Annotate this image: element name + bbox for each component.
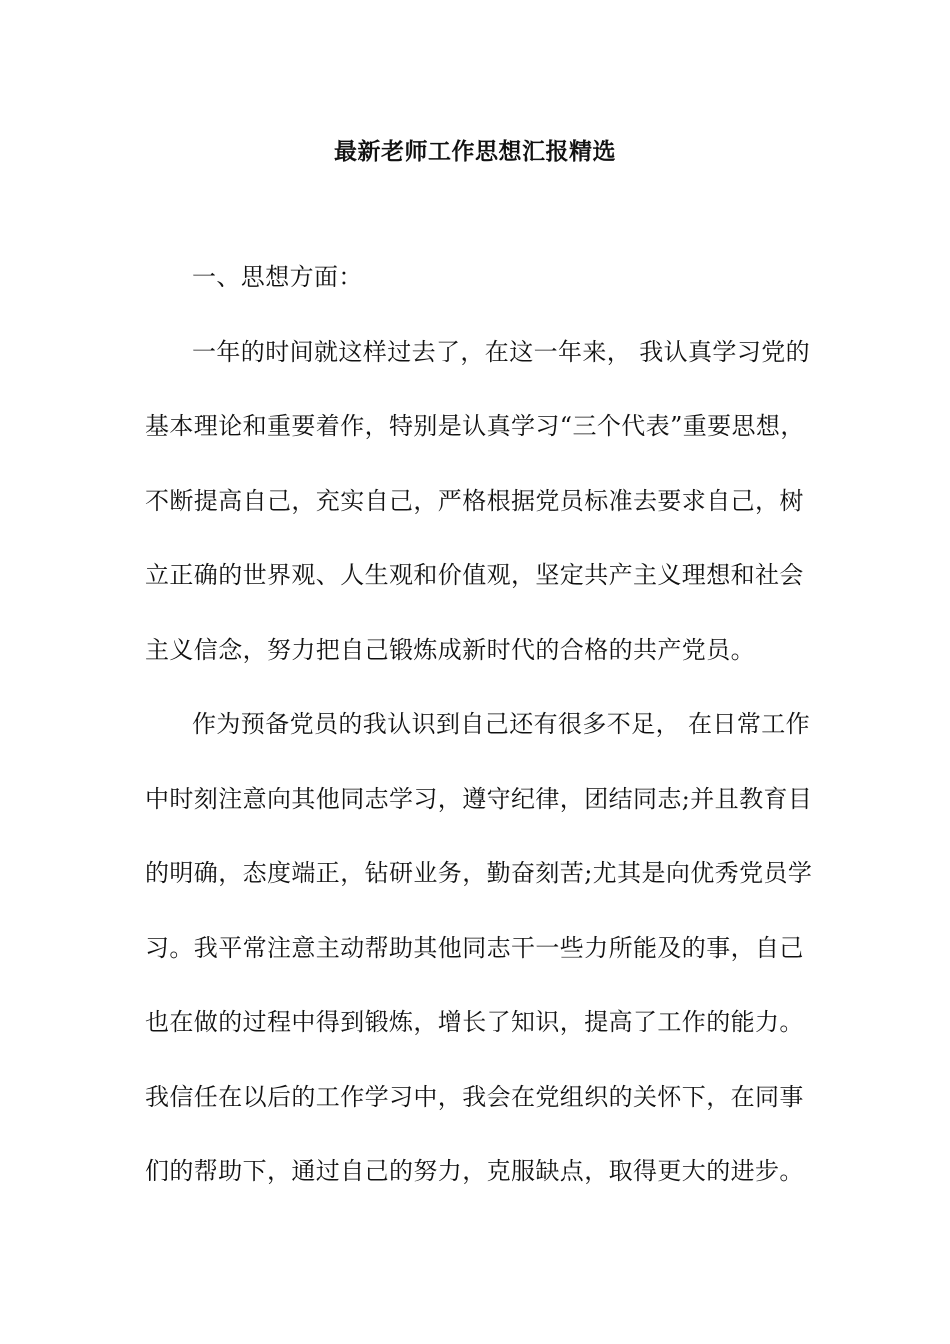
paragraph-line: 立正确的世界观、人生观和价值观，坚定共产主义理想和社会 xyxy=(145,561,804,589)
paragraph-line: 也在做的过程中得到锻炼，增长了知识，提高了工作的能力。 xyxy=(145,1008,804,1036)
paragraph-line: 我信任在以后的工作学习中，我会在党组织的关怀下，在同事 xyxy=(145,1082,804,1111)
paragraph-line: 的明确，态度端正，钻研业务，勤奋刻苦;尤其是向优秀党员学 xyxy=(145,859,813,887)
paragraph-line: 基本理论和重要着作，特别是认真学习“三个代表”重要思想， xyxy=(145,412,805,440)
paragraph-line: 不断提高自己，充实自己，严格根据党员标准去要求自己，树 xyxy=(145,486,804,515)
paragraph-line: 中时刻注意向其他同志学习，遵守纪律，团结同志;并且教育目 xyxy=(145,784,813,813)
document-title: 最新老师工作思想汇报精选 xyxy=(334,138,616,165)
section-heading: 一、思想方面： xyxy=(192,263,363,291)
paragraph-line: 一年的时间就这样过去了，在这一年来， 我认真学习党的 xyxy=(192,337,811,366)
document-body xyxy=(145,257,830,1226)
paragraph-line: 主义信念，努力把自己锻炼成新时代的合格的共产党员。 xyxy=(145,635,755,664)
paragraph-line: 习。我平常注意主动帮助其他同志干一些力所能及的事，自己 xyxy=(145,933,804,962)
paragraph-line: 们的帮助下，通过自己的努力，克服缺点，取得更大的进步。 xyxy=(145,1157,804,1185)
paragraph-line: 作为预备党员的我认识到自己还有很多不足， 在日常工作 xyxy=(192,710,811,738)
